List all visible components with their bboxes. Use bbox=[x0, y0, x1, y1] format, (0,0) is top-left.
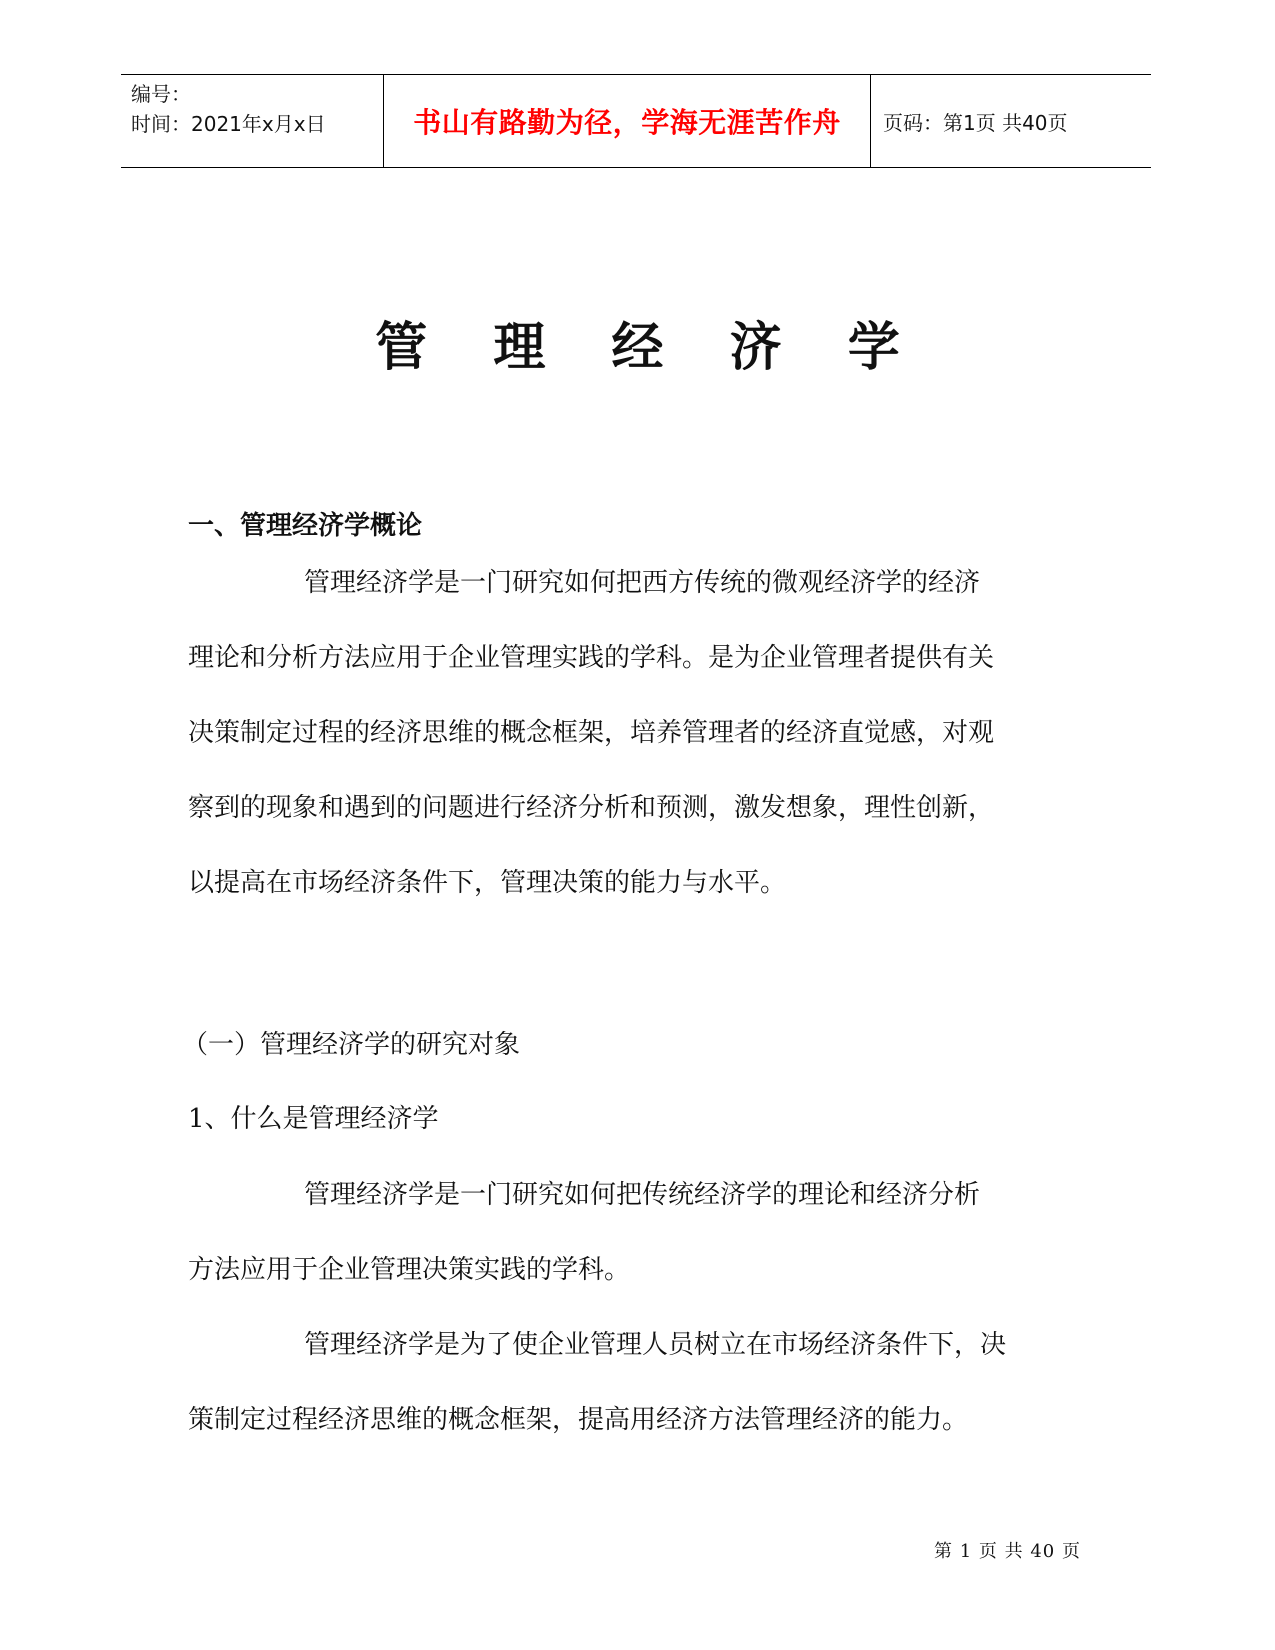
paragraph-line: 管理经济学是一门研究如何把传统经济学的理论和经济分析 bbox=[304, 1180, 981, 1210]
subsection-title: （一）管理经济学的研究对象 bbox=[182, 1030, 521, 1060]
serial-label: 编号： bbox=[131, 82, 191, 106]
section-heading: 一、管理经济学概论 bbox=[188, 511, 423, 541]
intro-paragraph bbox=[188, 546, 1108, 921]
paragraph-line: 理论和分析方法应用于企业管理实践的学科。是为企业管理者提供有关 bbox=[188, 643, 995, 673]
paragraph-line: 管理经济学是一门研究如何把西方传统的微观经济学的经济 bbox=[304, 568, 981, 598]
paragraph-line: 策制定过程经济思维的概念框架，提高用经济方法管理经济的能力。 bbox=[188, 1405, 969, 1435]
paragraph-line: 管理经济学是为了使企业管理人员树立在市场经济条件下，决 bbox=[304, 1330, 1007, 1360]
header-motto: 书山有路勤为径，学海无涯苦作舟 bbox=[384, 75, 871, 167]
header-meta bbox=[121, 75, 384, 167]
paragraph-line: 决策制定过程的经济思维的概念框架，培养管理者的经济直觉感，对观 bbox=[188, 718, 995, 748]
time-label: 时间：2021年x月x日 bbox=[131, 112, 326, 136]
page-footer: 第 1 页 共 40 页 bbox=[934, 1541, 1081, 1562]
item-title: 1、什么是管理经济学 bbox=[188, 1104, 439, 1134]
header-page-info: 页码：第1页 共40页 bbox=[883, 110, 1068, 135]
definition-paragraph bbox=[188, 1158, 1108, 1308]
document-header bbox=[121, 74, 1151, 168]
paragraph-line: 以提高在市场经济条件下，管理决策的能力与水平。 bbox=[188, 868, 787, 898]
paragraph-line: 方法应用于企业管理决策实践的学科。 bbox=[188, 1255, 631, 1285]
paragraph-line: 察到的现象和遇到的问题进行经济分析和预测，激发想象，理性创新， bbox=[188, 793, 995, 823]
document-title: 管 理 经 济 学 bbox=[375, 317, 924, 378]
purpose-paragraph bbox=[188, 1308, 1108, 1458]
